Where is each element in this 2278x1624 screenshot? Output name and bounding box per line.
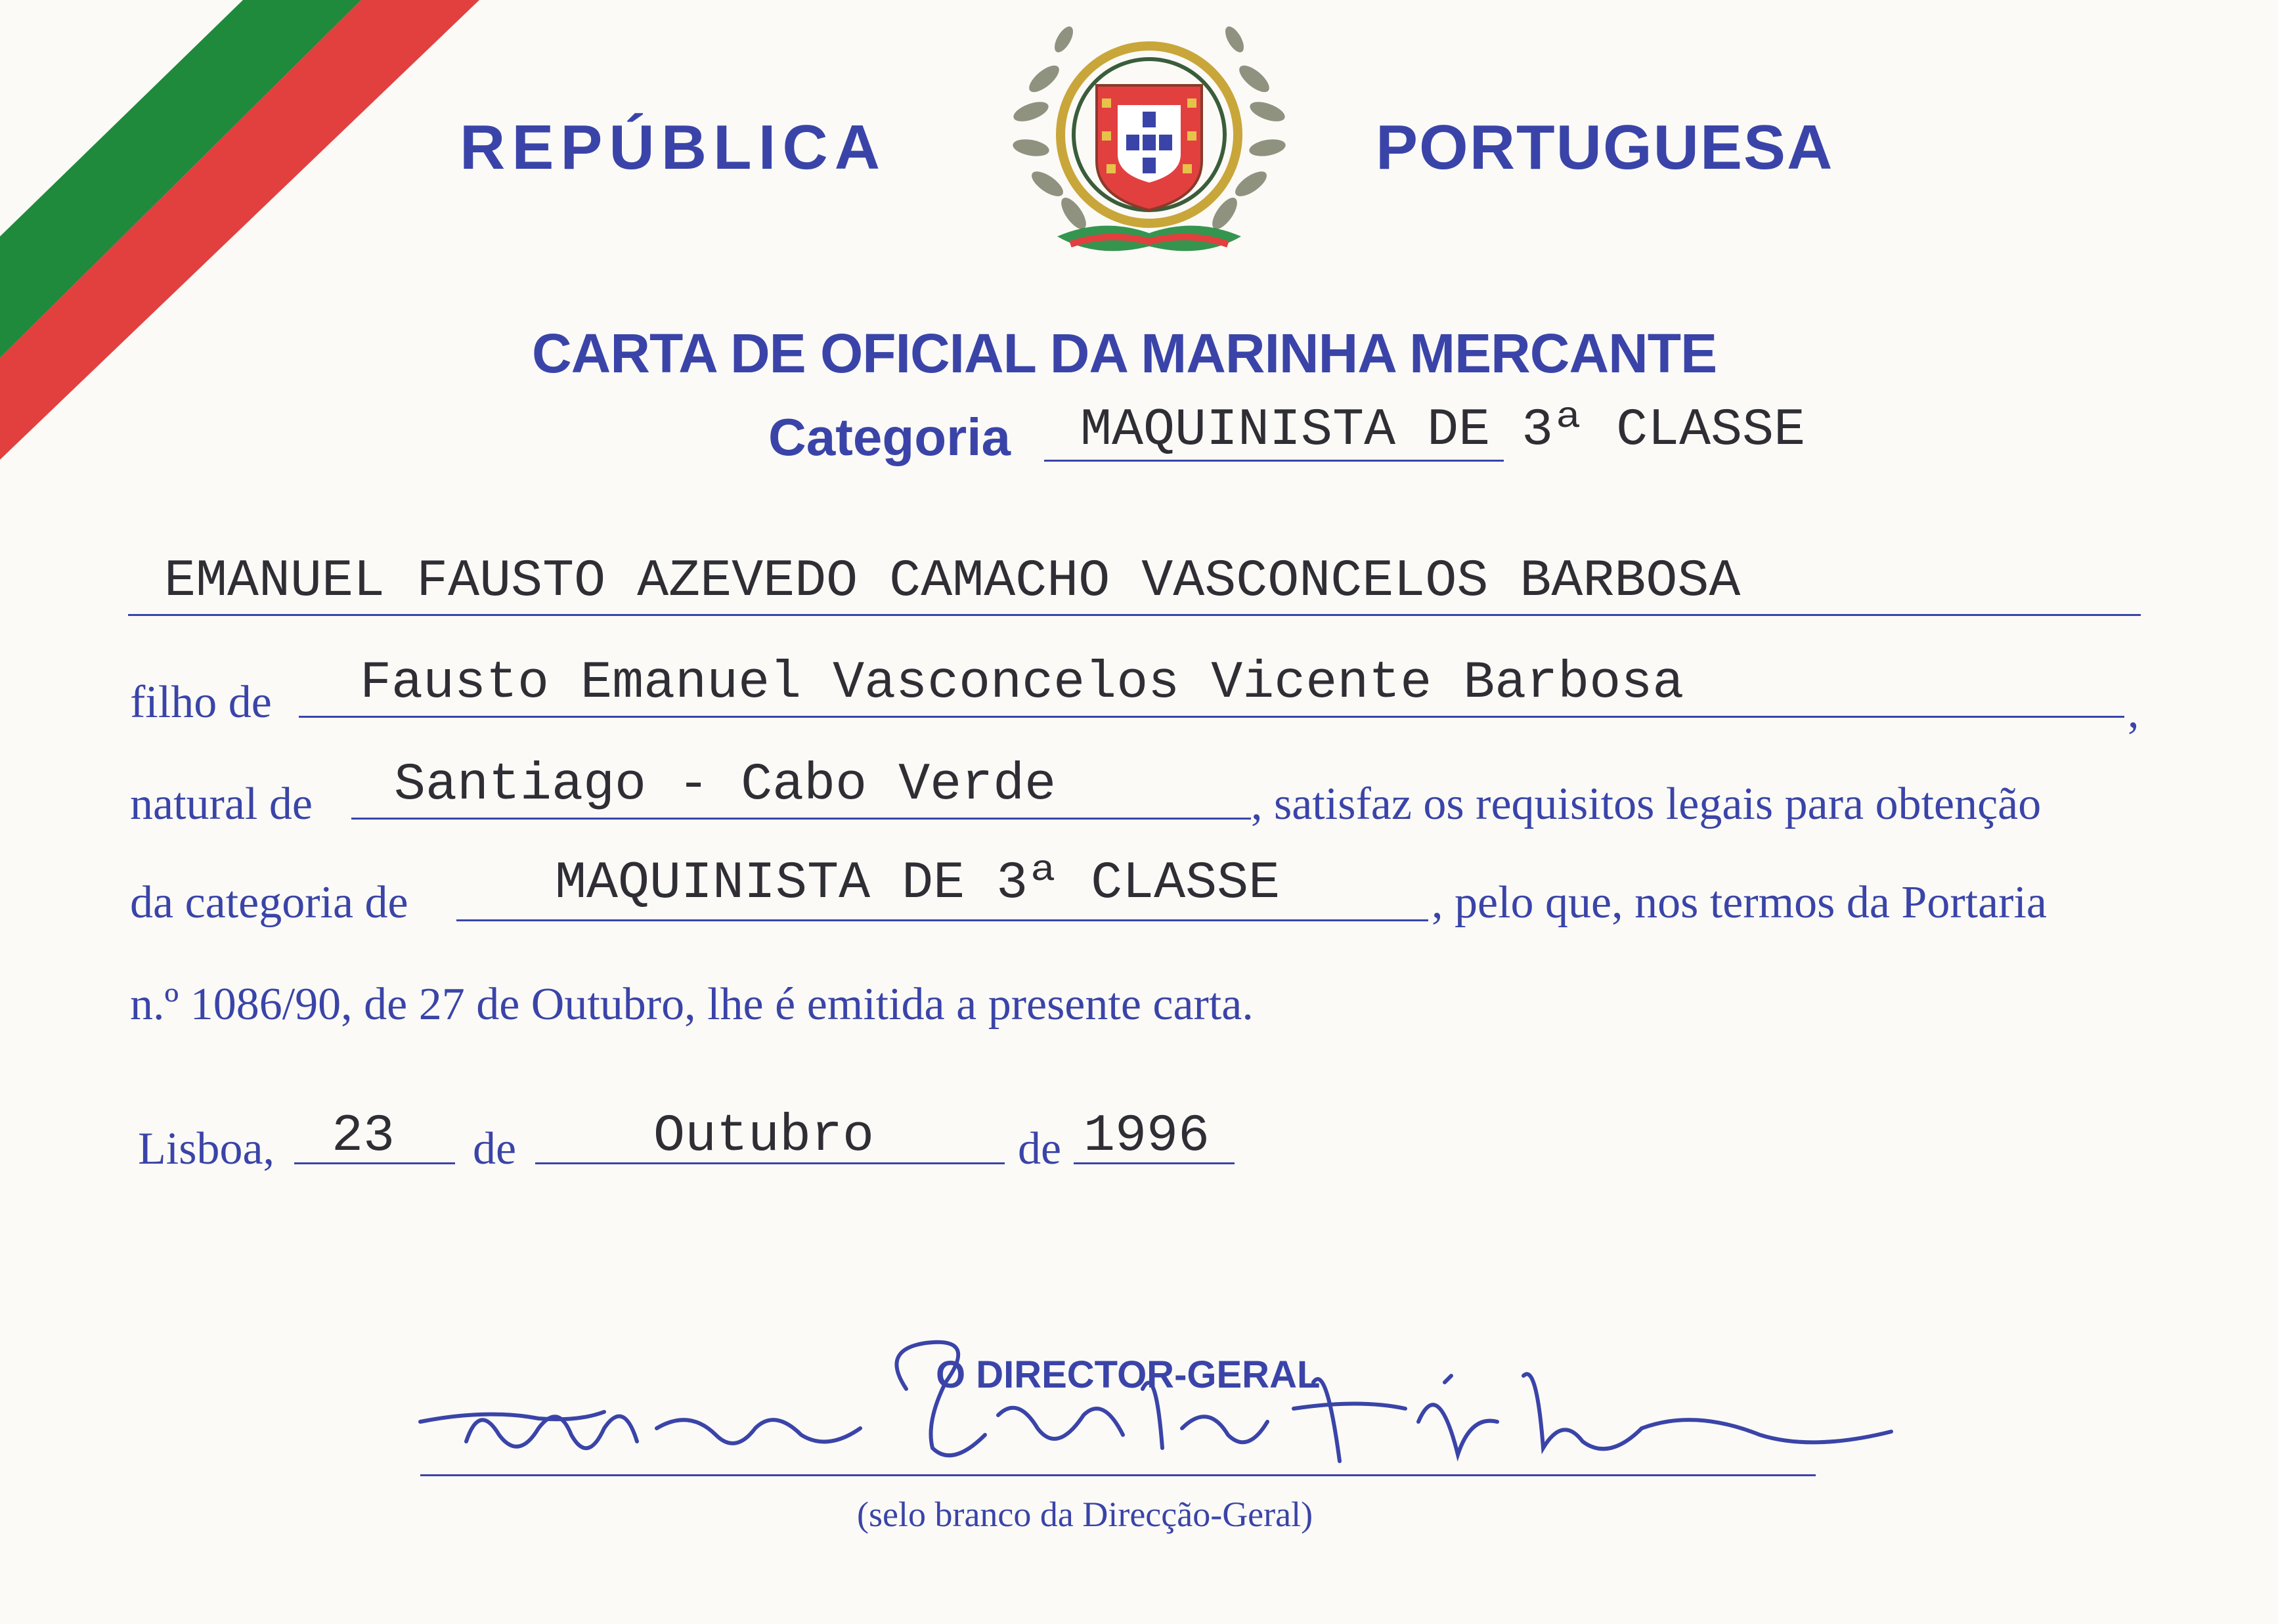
requirements-text: , satisfaz os requisitos legais para obtenção — [1251, 779, 2042, 829]
seal-note: (selo branco da Direcção-Geral) — [857, 1495, 1313, 1534]
place-label: Lisboa, — [138, 1124, 275, 1174]
signature-underline — [420, 1474, 1816, 1476]
filiation-comma: , — [2128, 687, 2139, 737]
origin-value: Santiago - Cabo Verde — [394, 755, 1057, 815]
date-year-underline — [1074, 1162, 1235, 1164]
category-value: MAQUINISTA DE 3ª CLASSE — [1080, 401, 1806, 460]
date-day: 23 — [332, 1107, 395, 1166]
date-de-1: de — [473, 1124, 517, 1174]
holder-name: EMANUEL FAUSTO AZEVEDO CAMACHO VASCONCELOS BARBOSA — [164, 552, 1741, 611]
filiation-underline — [299, 716, 2124, 718]
header-portuguesa: PORTUGUESA — [1376, 112, 1834, 183]
filiation-value: Fausto Emanuel Vasconcelos Vicente Barbosa — [360, 653, 1684, 713]
category-of-underline — [456, 919, 1428, 921]
origin-label: natural de — [130, 779, 313, 829]
category-label: Categoria — [768, 408, 1011, 466]
portaria-text: , pelo que, nos termos da Portaria — [1432, 877, 2048, 928]
date-day-underline — [294, 1162, 455, 1164]
origin-underline — [351, 818, 1251, 820]
holder-name-underline — [128, 614, 2141, 616]
coat-of-arms-emblem — [965, 0, 1333, 282]
date-year: 1996 — [1084, 1107, 1210, 1166]
handwritten-signature — [407, 1336, 1917, 1481]
flag-stripes — [0, 0, 499, 460]
filiation-label: filho de — [130, 677, 272, 728]
date-de-2: de — [1018, 1124, 1062, 1174]
category-of-value: MAQUINISTA DE 3ª CLASSE — [555, 854, 1281, 913]
category-underline — [1044, 460, 1504, 462]
header-republica: REPÚBLICA — [460, 112, 887, 183]
date-month-underline — [535, 1162, 1005, 1164]
category-of-label: da categoria de — [130, 877, 408, 928]
director-general-label: O DIRECTOR-GERAL — [936, 1353, 1321, 1396]
document-title: CARTA DE OFICIAL DA MARINHA MERCANTE — [532, 322, 1717, 384]
date-month: Outubro — [653, 1107, 875, 1166]
portaria-reference: n.º 1086/90, de 27 de Outubro, lhe é emitida a presente carta. — [130, 979, 1254, 1030]
